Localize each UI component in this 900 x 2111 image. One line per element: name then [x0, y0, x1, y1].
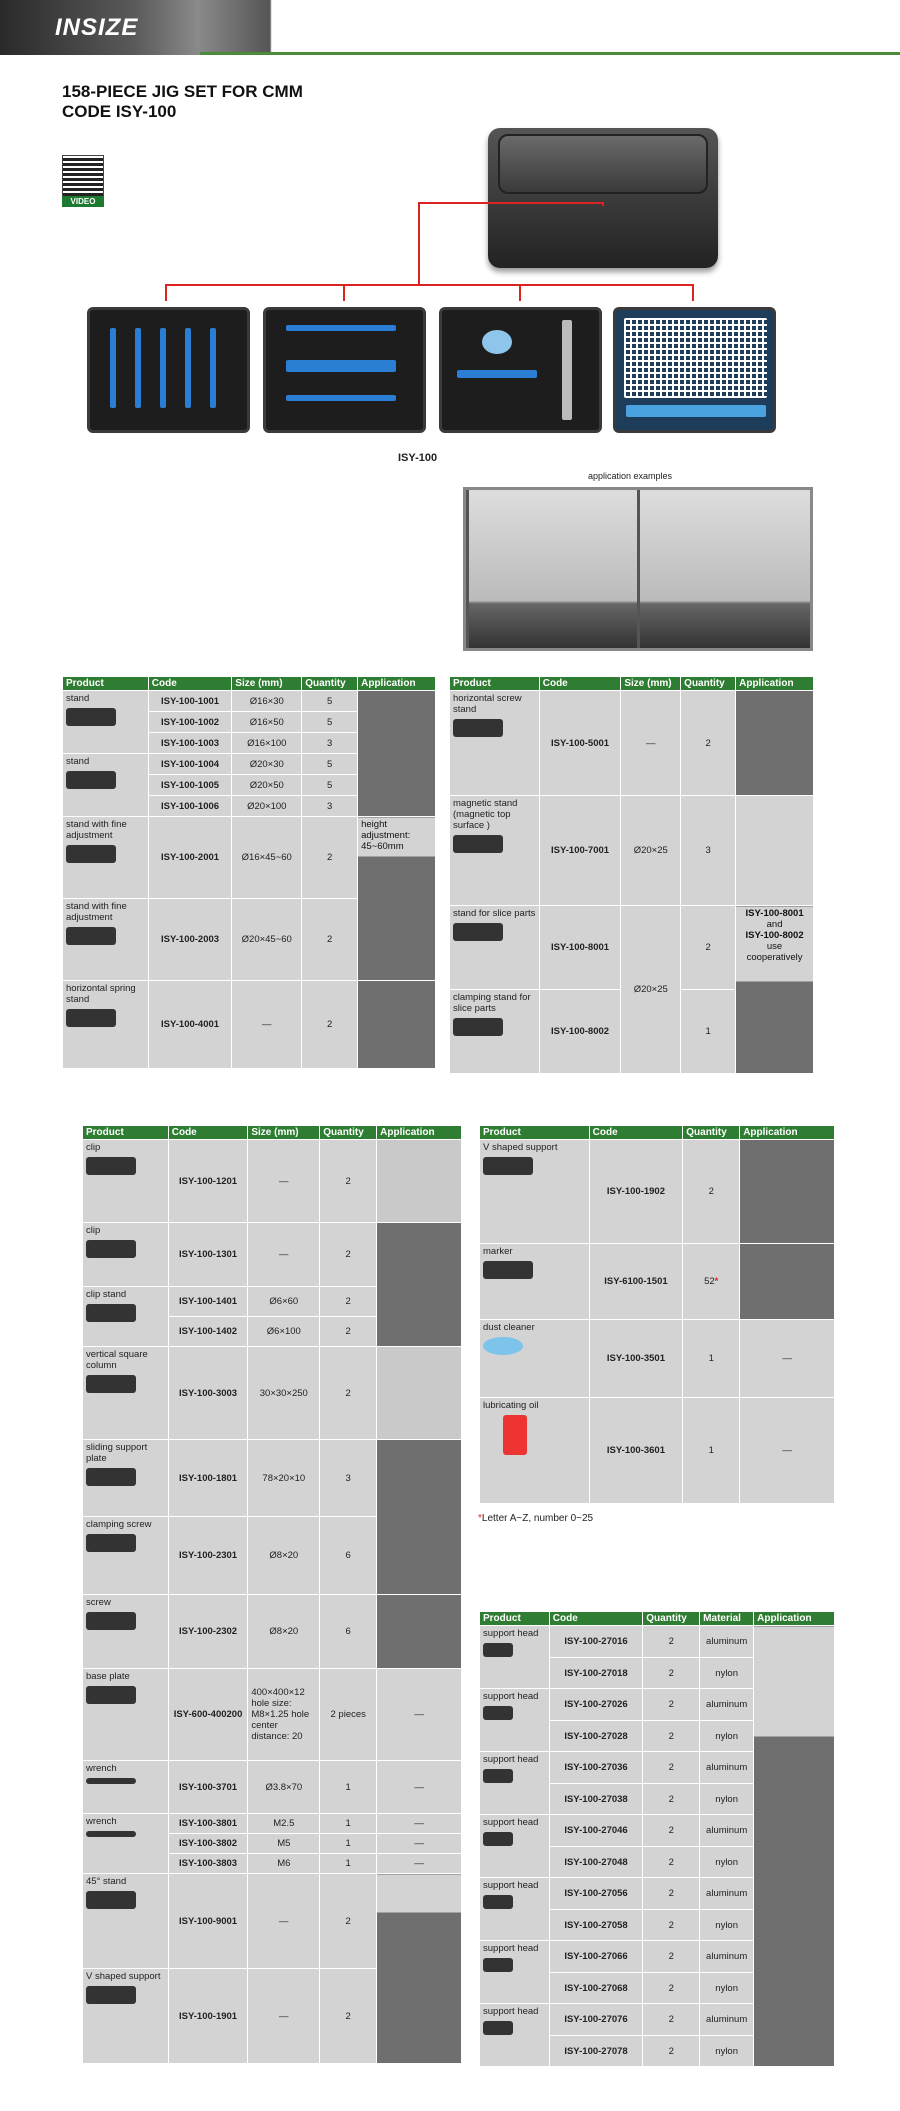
col-header: Quantity: [302, 677, 358, 691]
qty-cell: 2 pieces: [320, 1669, 377, 1761]
code-cell: ISY-100-27078: [549, 2036, 642, 2067]
size-cell: Ø20×45~60: [232, 899, 302, 981]
product-cell: clip stand: [83, 1287, 169, 1347]
size-cell: —: [248, 1969, 320, 2064]
col-header: Application: [740, 1126, 835, 1140]
connector-arrow: [692, 284, 694, 301]
code-cell: ISY-100-1401: [168, 1287, 248, 1317]
code-cell: ISY-100-9001: [168, 1874, 248, 1969]
size-cell: —: [232, 981, 302, 1069]
footnote-text: Letter A~Z, number 0~25: [481, 1513, 594, 1524]
col-header: Size (mm): [248, 1126, 320, 1140]
title-line-1: 158-PIECE JIG SET FOR CMM: [62, 82, 303, 101]
product-cell: support head: [480, 1878, 550, 1941]
col-header: Code: [549, 1612, 642, 1626]
product-cell: wrench: [83, 1761, 169, 1814]
note-code: ISY-100-8001: [745, 908, 804, 919]
product-cell: sliding support plate: [83, 1440, 169, 1517]
code-cell: ISY-100-1003: [148, 733, 232, 754]
col-header: Product: [83, 1126, 169, 1140]
connector-line: [418, 202, 420, 285]
product-cell: clamping stand for slice parts: [450, 990, 540, 1074]
qty-cell: 2: [320, 1347, 377, 1440]
col-header: Material: [700, 1612, 754, 1626]
code-cell: ISY-100-3601: [589, 1398, 683, 1504]
size-cell: Ø3.8×70: [248, 1761, 320, 1814]
size-cell: Ø16×30: [232, 691, 302, 712]
size-cell: Ø20×25: [621, 906, 681, 1074]
col-header: Quantity: [320, 1126, 377, 1140]
col-header: Product: [63, 677, 149, 691]
col-header: Code: [148, 677, 232, 691]
qty-cell: 1: [320, 1834, 377, 1854]
table-stands: [62, 676, 436, 1069]
qty-cell: 2: [320, 1317, 377, 1347]
size-cell: Ø16×100: [232, 733, 302, 754]
code-cell: ISY-100-2302: [168, 1595, 248, 1669]
application-image: [736, 691, 814, 796]
application-cell: —: [377, 1814, 462, 1834]
code-cell: ISY-100-3801: [168, 1814, 248, 1834]
product-cell: dust cleaner: [480, 1320, 590, 1398]
qty-cell: 5: [302, 712, 358, 733]
footnote-star: *: [478, 1513, 482, 1524]
size-cell: Ø20×25: [621, 796, 681, 906]
qty-cell: 6: [320, 1517, 377, 1595]
qty-cell: 2: [320, 1223, 377, 1287]
product-cell: support head: [480, 1752, 550, 1815]
col-header: Application: [377, 1126, 462, 1140]
material-cell: aluminum: [700, 2004, 754, 2036]
size-cell: Ø8×20: [248, 1517, 320, 1595]
size-cell: Ø6×60: [248, 1287, 320, 1317]
size-cell: Ø6×100: [248, 1317, 320, 1347]
tray-2-image: [263, 307, 426, 433]
application-image: [754, 1626, 835, 2067]
qty-cell: 2: [643, 1973, 700, 2004]
qty-cell: 2: [320, 1874, 377, 1969]
code-cell: ISY-100-1005: [148, 775, 232, 796]
application-image: [377, 1223, 462, 1347]
size-cell: —: [248, 1874, 320, 1969]
code-cell: ISY-100-4001: [148, 981, 232, 1069]
qr-video-label: VIDEO: [62, 196, 104, 207]
qty-cell: 3: [302, 796, 358, 817]
qty-cell: 2: [302, 981, 358, 1069]
material-cell: aluminum: [700, 1626, 754, 1658]
application-image: [358, 981, 436, 1069]
code-cell: ISY-100-27028: [549, 1721, 642, 1752]
qty-cell: 5: [302, 754, 358, 775]
qty-cell: 1: [681, 990, 736, 1074]
material-cell: nylon: [700, 1658, 754, 1689]
code-cell: ISY-100-5001: [539, 691, 621, 796]
application-cell: —: [377, 1854, 462, 1874]
qty-cell: 1: [320, 1814, 377, 1834]
size-cell: M6: [248, 1854, 320, 1874]
code-cell: ISY-100-27056: [549, 1878, 642, 1910]
material-cell: nylon: [700, 2036, 754, 2067]
size-cell: —: [248, 1140, 320, 1223]
code-cell: ISY-100-1001: [148, 691, 232, 712]
material-cell: aluminum: [700, 1815, 754, 1847]
code-cell: ISY-100-3802: [168, 1834, 248, 1854]
material-cell: nylon: [700, 1784, 754, 1815]
code-cell: ISY-100-2301: [168, 1517, 248, 1595]
product-cell: support head: [480, 1689, 550, 1752]
tray-4-image: [613, 307, 776, 433]
application-image: [377, 1595, 462, 1669]
product-cell: stand: [63, 691, 149, 754]
col-header: Application: [358, 677, 436, 691]
set-code-label: ISY-100: [398, 452, 438, 464]
size-cell: Ø16×45~60: [232, 817, 302, 899]
product-cell: stand for slice parts: [450, 906, 540, 990]
size-cell: M5: [248, 1834, 320, 1854]
qty-cell: 3: [681, 796, 736, 906]
qty-cell: 2: [681, 691, 736, 796]
col-header: Code: [589, 1126, 683, 1140]
qty-cell: 5: [302, 775, 358, 796]
material-cell: nylon: [700, 1847, 754, 1878]
product-cell: base plate: [83, 1669, 169, 1761]
code-cell: ISY-100-27036: [549, 1752, 642, 1784]
qty-value: 52: [704, 1276, 715, 1287]
page-title: [62, 82, 303, 122]
col-header: Size (mm): [232, 677, 302, 691]
product-cell: horizontal spring stand: [63, 981, 149, 1069]
qty-cell: 2: [643, 1689, 700, 1721]
code-cell: ISY-100-1002: [148, 712, 232, 733]
application-image: [377, 1440, 462, 1595]
application-image: [377, 1347, 462, 1440]
product-cell: horizontal screw stand: [450, 691, 540, 796]
size-cell: 30×30×250: [248, 1347, 320, 1440]
code-cell: ISY-100-27038: [549, 1784, 642, 1815]
code-cell: ISY-100-1201: [168, 1140, 248, 1223]
code-cell: ISY-6100-1501: [589, 1244, 683, 1320]
size-cell: M2.5: [248, 1814, 320, 1834]
material-cell: aluminum: [700, 1941, 754, 1973]
material-cell: aluminum: [700, 1689, 754, 1721]
code-cell: ISY-100-1901: [168, 1969, 248, 2064]
col-header: Product: [450, 677, 540, 691]
qty-cell: 2: [643, 1626, 700, 1658]
size-cell: Ø20×100: [232, 796, 302, 817]
qty-cell: 2: [643, 2004, 700, 2036]
qty-cell: 3: [320, 1440, 377, 1517]
qty-cell: 2: [320, 1969, 377, 2064]
code-cell: ISY-100-7001: [539, 796, 621, 906]
qty-cell: 2: [643, 1721, 700, 1752]
code-cell: ISY-100-1801: [168, 1440, 248, 1517]
product-cell: support head: [480, 1941, 550, 2004]
note-code: ISY-100-8002: [745, 930, 804, 941]
code-cell: ISY-100-1301: [168, 1223, 248, 1287]
code-cell: ISY-100-27018: [549, 1658, 642, 1689]
code-cell: ISY-100-27026: [549, 1689, 642, 1721]
product-cell: lubricating oil: [480, 1398, 590, 1504]
size-cell: Ø20×50: [232, 775, 302, 796]
product-cell: vertical square column: [83, 1347, 169, 1440]
note-and: and: [766, 919, 783, 930]
qty-cell: 2: [302, 899, 358, 981]
application-cell: —: [377, 1669, 462, 1761]
qty-cell: 2: [643, 1784, 700, 1815]
code-cell: ISY-100-8001: [539, 906, 621, 990]
tray-1-image: [87, 307, 250, 433]
col-header: Quantity: [683, 1126, 740, 1140]
application-examples-image: [463, 487, 813, 651]
product-cell: support head: [480, 1815, 550, 1878]
application-image: [377, 1874, 462, 2064]
qty-cell: 2: [643, 1658, 700, 1689]
height-adjustment-note: height adjustment: 45~60mm: [361, 819, 411, 852]
size-cell: Ø8×20: [248, 1595, 320, 1669]
size-cell: —: [621, 691, 681, 796]
col-header: Application: [736, 677, 814, 691]
product-cell: magnetic stand (magnetic top surface ): [450, 796, 540, 906]
col-header: Code: [539, 677, 621, 691]
qty-cell: 2: [643, 1752, 700, 1784]
qty-cell: 3: [302, 733, 358, 754]
footnote-star: *: [714, 1276, 719, 1287]
product-cell: stand with fine adjustment: [63, 817, 149, 899]
code-cell: ISY-100-27066: [549, 1941, 642, 1973]
product-cell: screw: [83, 1595, 169, 1669]
col-header: Quantity: [681, 677, 736, 691]
connector-line: [165, 284, 693, 286]
qty-cell: 2: [643, 2036, 700, 2067]
material-cell: nylon: [700, 1973, 754, 2004]
col-header: Code: [168, 1126, 248, 1140]
product-cell: support head: [480, 1626, 550, 1689]
qty-cell: 2: [681, 906, 736, 990]
qty-cell: 1: [683, 1320, 740, 1398]
application-image: [740, 1140, 835, 1244]
header-divider: [200, 52, 900, 55]
code-cell: ISY-100-27058: [549, 1910, 642, 1941]
code-cell: ISY-100-1004: [148, 754, 232, 775]
product-cell: clamping screw: [83, 1517, 169, 1595]
product-cell: stand: [63, 754, 149, 817]
qty-cell: 2: [643, 1910, 700, 1941]
connector-arrow: [519, 284, 521, 301]
application-cell: —: [377, 1761, 462, 1814]
code-cell: ISY-100-27076: [549, 2004, 642, 2036]
application-cell: —: [740, 1398, 835, 1504]
code-cell: ISY-600-400200: [168, 1669, 248, 1761]
code-cell: ISY-100-3701: [168, 1761, 248, 1814]
product-cell: V shaped support: [480, 1140, 590, 1244]
connector-arrow: [343, 284, 345, 301]
code-cell: ISY-100-1006: [148, 796, 232, 817]
qty-cell: 2: [643, 1941, 700, 1973]
application-image: [736, 906, 814, 1074]
size-cell: Ø20×30: [232, 754, 302, 775]
tray-3-image: [439, 307, 602, 433]
application-image: [740, 1244, 835, 1320]
col-header: Product: [480, 1612, 550, 1626]
product-cell: wrench: [83, 1814, 169, 1874]
qty-cell: 1: [320, 1854, 377, 1874]
qty-cell: 6: [320, 1595, 377, 1669]
code-cell: ISY-100-1402: [168, 1317, 248, 1347]
application-image: [736, 796, 814, 906]
brand-logo: INSIZE: [55, 14, 139, 41]
application-image: [358, 691, 436, 817]
product-cell: clip: [83, 1140, 169, 1223]
qty-cell: 1: [320, 1761, 377, 1814]
application-cell: —: [377, 1834, 462, 1854]
col-header: Quantity: [643, 1612, 700, 1626]
code-cell: ISY-100-1902: [589, 1140, 683, 1244]
qty-cell: 2: [643, 1815, 700, 1847]
size-cell: Ø16×50: [232, 712, 302, 733]
marker-footnote: [478, 1513, 593, 1524]
code-cell: ISY-100-3803: [168, 1854, 248, 1874]
code-cell: ISY-100-2003: [148, 899, 232, 981]
table-stands-2: [449, 676, 814, 1074]
code-cell: ISY-100-27016: [549, 1626, 642, 1658]
material-cell: aluminum: [700, 1878, 754, 1910]
application-image: [358, 817, 436, 981]
qty-cell: [683, 1244, 740, 1320]
col-header: Size (mm): [621, 677, 681, 691]
product-cell: clip: [83, 1223, 169, 1287]
product-cell: support head: [480, 2004, 550, 2067]
product-cell: stand with fine adjustment: [63, 899, 149, 981]
qty-cell: 2: [643, 1878, 700, 1910]
code-cell: ISY-100-27048: [549, 1847, 642, 1878]
size-cell: 78×20×10: [248, 1440, 320, 1517]
product-cell: V shaped support: [83, 1969, 169, 2064]
product-cell: marker: [480, 1244, 590, 1320]
title-line-2: CODE ISY-100: [62, 102, 177, 121]
material-cell: aluminum: [700, 1752, 754, 1784]
qty-cell: 1: [683, 1398, 740, 1504]
qty-cell: 2: [302, 817, 358, 899]
size-cell: 400×400×12 hole size: M8×1.25 hole center distance: 20: [248, 1669, 320, 1761]
qty-cell: 5: [302, 691, 358, 712]
case-lid: [498, 134, 708, 194]
material-cell: nylon: [700, 1721, 754, 1752]
application-examples-label: application examples: [588, 471, 673, 481]
col-header: Application: [754, 1612, 835, 1626]
code-cell: ISY-100-8002: [539, 990, 621, 1074]
connector-line: [418, 202, 604, 204]
code-cell: ISY-100-27046: [549, 1815, 642, 1847]
qty-cell: 2: [320, 1140, 377, 1223]
code-cell: ISY-100-2001: [148, 817, 232, 899]
material-cell: nylon: [700, 1910, 754, 1941]
table-clips-accessories: [82, 1125, 462, 2064]
application-image: [377, 1140, 462, 1223]
application-cell: —: [740, 1320, 835, 1398]
note-text: use cooperatively: [746, 941, 803, 963]
product-cell: 45° stand: [83, 1874, 169, 1969]
qty-cell: 2: [320, 1287, 377, 1317]
code-cell: ISY-100-3003: [168, 1347, 248, 1440]
code-cell: ISY-100-3501: [589, 1320, 683, 1398]
connector-arrow: [165, 284, 167, 301]
col-header: Product: [480, 1126, 590, 1140]
size-cell: —: [248, 1223, 320, 1287]
qty-cell: 2: [643, 1847, 700, 1878]
code-cell: ISY-100-27068: [549, 1973, 642, 2004]
qty-cell: 2: [683, 1140, 740, 1244]
table-misc: [479, 1125, 835, 1504]
table-support-heads: [479, 1611, 835, 2067]
